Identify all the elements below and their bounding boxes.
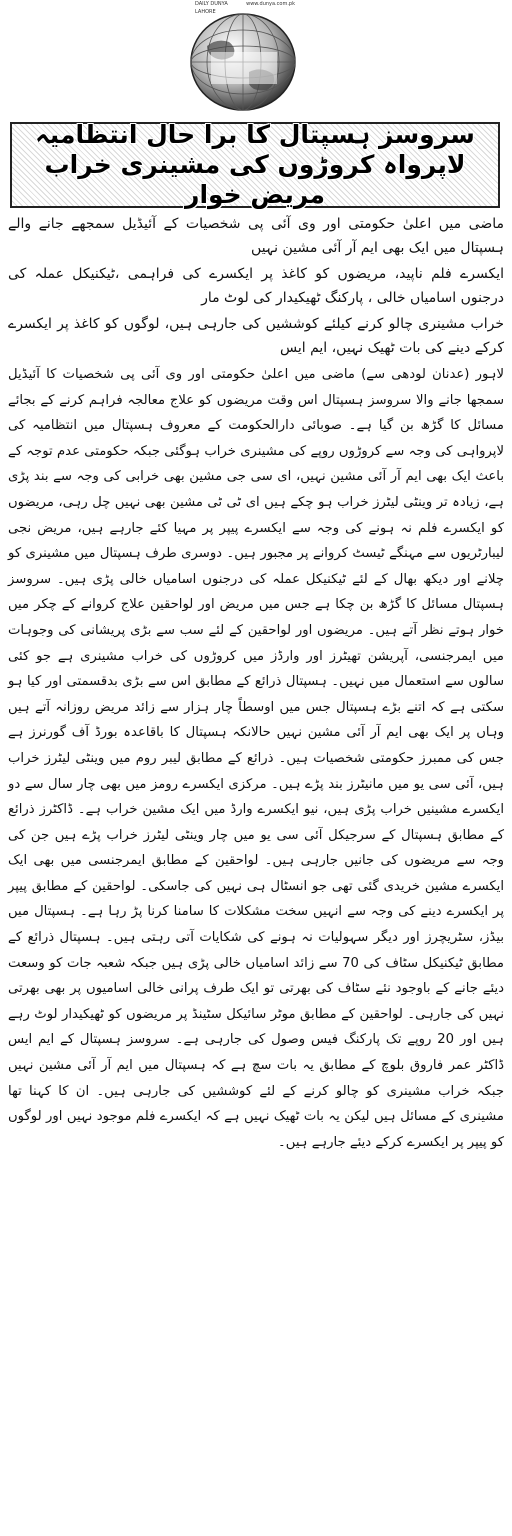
article-body [8,212,504,1155]
subhead-3: خراب مشینری چالو کرنے کیلئے کوششیں کی جارہی ہیں، لوگوں کو کاغذ پر ایکسرے کرکے دینے کی بات ٹھیک نہیں، ایم ایس [8,316,505,356]
article-paragraph: لاہور (عدنان لودھی سے) ماضی میں اعلیٰ حکومتی اور وی آئی پی شخصیات کا آئیڈیل سمجھا جانے والا سروسز ہسپتال اس وقت مریضوں کو علاج معالجہ فراہم کرنے کے بجائے مسائل کا گڑھ بن گیا ہے۔ صوبائی دارالحکومت کے معروف ہسپتال میں انتظامیہ کی لاپرواہی کی وجہ سے کروڑوں روپے کی مشینری خراب ہوگئی جبکہ حکومتی عدم توجہ کے باعث ایک بھی ایم آر آئی مشین نہیں، ای سی جی مشین بھی خرابی کی وجہ سے بند پڑی ہے، زیادہ تر وینٹی لیٹرز خراب ہو چکے ہیں ای ٹی ٹی مشین بھی نہیں چل رہی، مریضوں کو ایکسرے فلم نہ ہونے کی وجہ سے ایکسرے پیپر پر مہیا کئے جارہے ہیں، مریض نجی لیبارٹریوں سے مہنگے ٹیسٹ کروانے پر مجبور ہیں۔ دوسری طرف ہسپتال میں مشینری کو چلانے اور دیکھ بھال کے لئے ٹیکنیکل عملہ کی درجنوں اسامیاں خالی پڑی ہیں۔ سروسز ہسپتال مسائل کا گڑھ بن چکا ہے جس میں مریض اور لواحقین علاج کروانے کے چکر میں خوار ہوتے نظر آتے ہیں۔ مریضوں اور لواحقین کے لئے سب سے بڑی پریشانی کی وجوہات میں ایمرجنسی، آپریشن تھیٹرز اور وارڈز میں کروڑوں کی خراب مشینری ہے جو کئی سالوں سے استعمال میں نہیں۔ ہسپتال ذرائع کے مطابق اس سے بڑی بدقسمتی اور کیا ہو سکتی ہے کہ اتنے بڑے ہسپتال جس میں اوسطاً چار ہزار سے زائد مریض روزانہ آتے ہیں وہاں پر ایک بھی ایم آر آئی مشین نہیں حالانکہ ہسپتال کا باقاعدہ بورڈ آف گورنرز ہے جس کی ممبرز حکومتی شخصیات ہیں۔ ذرائع کے مطابق لیبر روم میں وینٹی لیٹرز خراب ہیں، آئی سی یو میں مانیٹرز بند پڑے ہیں۔ مرکزی ایکسرے رومز میں بھی چار سال سے دو ایکسرے مشینیں خراب پڑی ہیں، نیو ایکسرے وارڈ میں ایک مشین خراب ہے۔ ڈاکٹرز ذرائع کے مطابق ہسپتال کے سرجیکل آئی سی یو میں چار وینٹی لیٹرز خراب پڑے ہیں جن کی وجہ سے مریضوں کی جانیں جارہی ہیں۔ لواحقین کے مطابق ایمرجنسی میں بھی ایک ایکسرے مشین خریدی گئی تھی جو انسٹال ہی نہیں کی جاسکی۔ لواحقین کے مطابق پیپر پر ایکسرے دینے کی وجہ سے انہیں سخت مشکلات کا سامنا کرنا پڑ رہا ہے۔ ہسپتال میں بیڈز، سٹریچرز اور دیگر سہولیات نہ ہونے کی شکایات آتی رہتی ہیں۔ ہسپتال ذرائع کے مطابق ٹیکنیکل سٹاف کی 70 سے زائد اسامیاں خالی پڑی ہیں جبکہ شعبہ جات کو وسعت دیئے جانے کے باوجود نئے سٹاف کی بھرتی تو ایک طرف پرانی خالی اسامیوں پر بھی بھرتی نہیں کی جارہی۔ لواحقین کے مطابق موٹر سائیکل سٹینڈ پر مریضوں کو ٹھیکیدار لوٹ رہے ہیں اور 20 روپے تک پارکنگ فیس وصول کی جارہی ہے۔ سروسز ہسپتال کے ایم ایس ڈاکٹر عمر فاروق بلوچ کے مطابق یہ بات سچ ہے کہ ہسپتال میں ایم آر آئی مشین نہیں جبکہ خراب مشینری کو چالو کرنے کے لئے کوششیں کی جارہی ہیں۔ ان کا کہنا تھا مشینری کے مسائل ہیں لیکن یہ بات ٹھیک نہیں ہے کہ ایکسرے فلم موجود نہیں اور لوگوں کو پیپر پر ایکسرے کرکے دیئے جارہے ہیں۔ [8,367,504,1150]
subhead-1: ماضی میں اعلیٰ حکومتی اور وی آئی پی شخصیات کے آئیڈیل سمجھے جانے والے ہسپتال میں ایک بھی ایم آر آئی مشین نہیں [8,216,504,256]
masthead-caption [195,0,295,15]
subhead-2: ایکسرے فلم ناپید، مریضوں کو کاغذ پر ایکسرے کی فراہمی ،ٹیکنیکل عملہ کی درجنوں اسامیاں خالی ، پارکنگ ٹھیکیدار کی لوٹ مار [8,266,504,306]
masthead [175,0,315,118]
globe-logo-icon [187,10,299,114]
headline-banner [10,122,500,208]
masthead-caption-right: www.dunya.com.pk [246,1,295,7]
masthead-caption-left: DAILY DUNYA LAHORE [195,1,228,15]
headline: سروسز ہسپتال کا برا حال انتظامیہ لاپرواہ کروڑوں کی مشینری خراب مریض خوار [35,120,475,209]
